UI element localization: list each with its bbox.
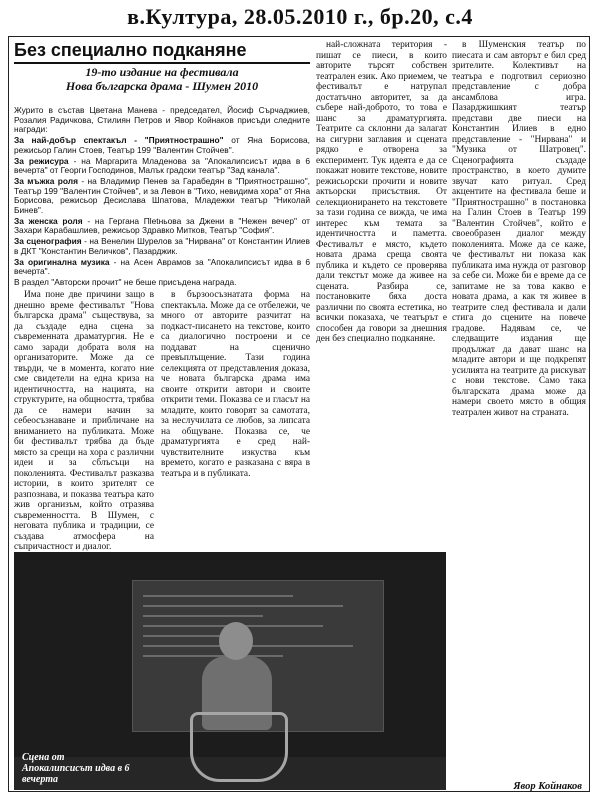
award-item	[14, 157, 310, 176]
award-note-text: В раздел "Авторски прочит" не беше присъдена награда.	[14, 276, 237, 287]
jury-text: Журито в състав Цветана Манева - председател, Йосиф Сърчаджиев, Розалия Радичкова, Стилиян Петров и Явор Койнаков присъди следните награди:	[14, 105, 310, 135]
article-column-1	[14, 290, 154, 552]
column-text: в Шуменския театър по пиесата и сам авторът е бил сред зрителите. Колективът на театъра е подготвил сериозно представление с добра ансамблова игра. Пазарджишкият театър представи две пиеси на Константин Илиев в едно представление - "Нирвана" и "Музика от Шатровец". Сценографията създаде пространство, в което думите звучат като ритуал. Сред акцентите на фестивала беше и "Приятнострашно" в постановка на Галин Стоев в Театър 199 "Валентин Стойчев", който е своеобразен диалог между поколенията. Може да се каже, че фестивалът ни показа как публиката има нужда от разговор за себе си. Може би е време да се запитаме не за това какво е новата драма, а как тя живее в театрите след фестивала и дали стига до сцените на повече градове. Надявам се, че следващите издания ще продължат да дават шанс на младите автори и ще подкрепят усилията на театрите да рискуват с нови текстове. Само така българската драма може да намери своето място в общия театрален живот на страната.	[452, 40, 586, 418]
award-label: За режисура	[14, 155, 69, 166]
award-item	[14, 258, 310, 277]
article-subhead-1: 19-то издание на фестивала	[85, 65, 239, 79]
column-text: в бързоосъзнатата форма на спектакъла. Може да се отбележи, че много от авторите разчитат на подкаст-писането на текстове, които са диалогично построени и се поддават на сценично превъплъщение. Тази година селекцията от представления доказа, че новата българска драма има своите открити автори и своите открити теми. Показва се и гласът на младите, които говорят за самотата, за неслучилата се любов, за липсата на общуване. Показва се, че драматургията е сред най-чувствителните изкуства към времето, когато е разказана с вяра в театъра и в публиката.	[161, 290, 310, 479]
award-text: - на Гергана Пletньова за Джени в "Нежен вечер" от Захари Карабашлиев, режисьор Здравко Митков, Театър "София".	[14, 215, 310, 236]
award-item	[14, 136, 310, 155]
stage-photo	[14, 552, 446, 790]
masthead: в.Култура, 28.05.2010 г., бр.20, с.4	[127, 4, 473, 29]
award-label: За мъжка роля	[14, 175, 78, 186]
award-text: - на Венелин Шурелов за "Нирвана" от Константин Илиев в ДКТ "Константин Величков", Пазарджик.	[14, 236, 311, 256]
award-text: - на Асен Аврамов за "Апокалипсисът идва в 6 вечерта".	[14, 256, 311, 277]
article-column-3	[316, 40, 447, 546]
award-label: За женска роля	[14, 215, 83, 226]
award-item	[14, 237, 310, 256]
column-text: най-сложната територия - пишат се пиеси, в които авторите търсят собствен театрален език. Ако приемем, че фестивалът е натрупал достатъчно авторитет, за да събере най-доброто, то това е шанс за драматургията. Театрите са склонни да залагат на сигурни заглавия и сцената рядко е отворена за експеримент. Тук идеята е да се покажат новите текстове, новите режисьорски прочити и новите актьорски присъствия. От селекционирането на текстовете за тази година се вижда, че има интерес към темата за идентичността и паметта. Фестивалът е място, където новата драма среща своята публика и където се проверява дали текстът може да живее на сцената. Разбира се, постановките бяха доста различни по своята естетика, но всички показаха, че театърът е способен да говори за днешния ден без специално подканяне.	[316, 40, 447, 344]
award-label: За сценография	[14, 236, 82, 247]
award-text: от Яна Борисова, режисьор Галин Стоев, Театър 199 "Валентин Стойчев".	[14, 135, 311, 155]
article-column-2	[161, 290, 310, 546]
award-label: За оригинална музика	[14, 256, 110, 267]
award-item	[14, 177, 310, 216]
author-signature: Явор Койнаков	[513, 781, 582, 792]
award-item	[14, 217, 310, 236]
award-text: - на Владимир Пенев за Гарабедян в "Приятнострашно", Театър 199 "Валентин Стойчев", и за Левон в "Тихо, невидима хора" от Яна Борисова, режисьор Десислава Шпатова, Младежки театър "Николай Бинев".	[14, 175, 311, 216]
article-headline: Без специално подканяне	[14, 40, 247, 60]
awards-infobox	[14, 105, 311, 287]
photo-figure-head	[219, 622, 253, 660]
article-subhead-2: Нова българска драма - Шумен 2010	[65, 79, 259, 93]
article-column-4	[452, 40, 586, 780]
award-text: - на Маргарита Младенова за "Апокалипсисът идва в 6 вечерта" от Георги Господинов, Малък градски театър "Зад канала".	[14, 155, 310, 176]
headline-divider	[14, 62, 310, 64]
award-label: За най-добър спектакъл - "Приятнострашно"	[14, 135, 224, 146]
photo-caption: Сцена от Апокалипсисът идва в 6 вечерта	[22, 752, 130, 785]
photo-wheelchair	[190, 712, 288, 782]
award-note	[14, 278, 310, 288]
column-text: Има поне две причини защо в днешно време фестивалът "Нова българска драма" съществува, за да създаде една сцена за съвременната драматургия. Не е само заради добрата воля на организаторите. Може да се твърди, че в момента, когато ние сме свидетели на една криза на идентичността, на нацията, на структурите, на общността, трябва да се намери начин за себеосъзнаване и прибличане на вниманието на публиката. Може би фестивалът трябва да бъде място за срещи на хора с различни идеи и за сблъсъци на поколенията. Фестивалът разказва истории, в които зрителят се разпознава, и показва театъра като жив организъм, който отразява съвременността. В Шумен, с неговата публика и традиции, се създава атмосфера на съпричастност и диалог.	[14, 290, 154, 552]
